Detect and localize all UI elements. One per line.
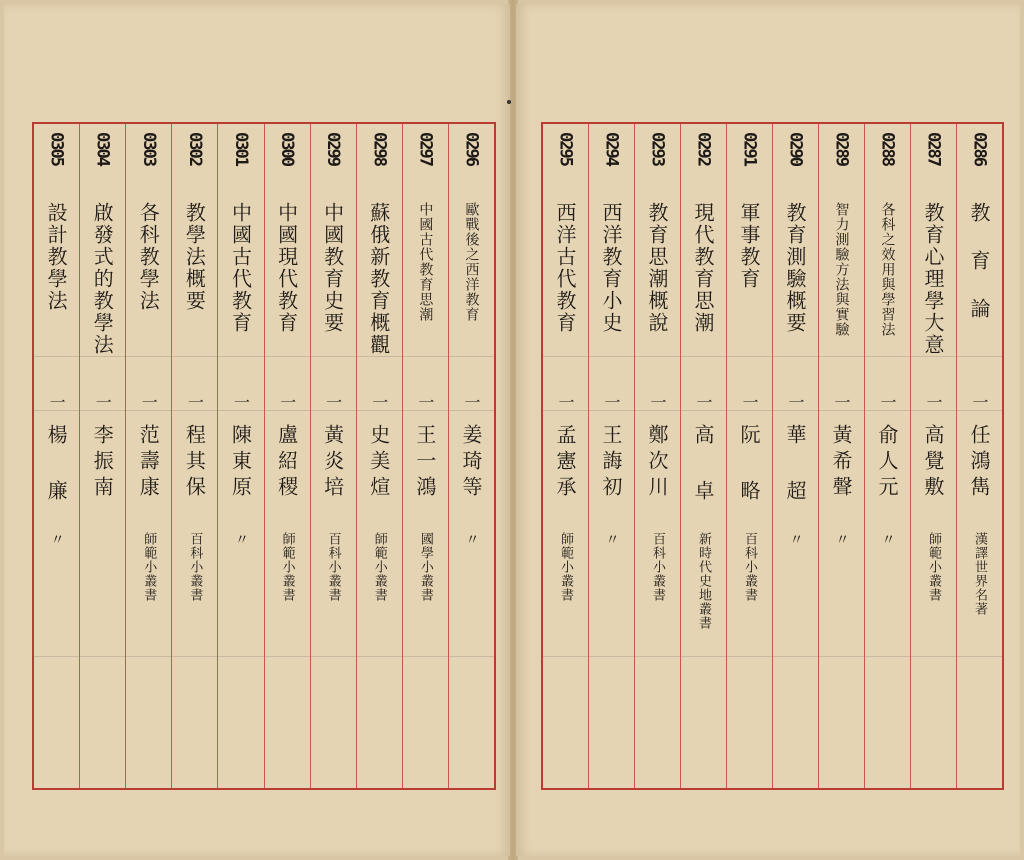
entry-dash: 一 [369, 394, 389, 410]
entry-number: 0295 [555, 132, 576, 165]
entry-number: 0292 [693, 132, 714, 165]
ruled-line [126, 656, 171, 657]
entry-author: 史美煊 [366, 424, 391, 502]
entry-title: 中國古代教育思潮 [417, 202, 434, 322]
entry-dash: 一 [924, 394, 943, 410]
entry-author: 華 超 [783, 424, 807, 506]
entry-series: 百科小叢書 [650, 532, 665, 602]
entry-series: 〃 [463, 532, 480, 547]
ruled-line [265, 656, 310, 657]
entry-series: 〃 [879, 532, 896, 547]
entry-author: 范壽康 [136, 424, 161, 502]
entry-title: 西洋古代教育 [553, 202, 577, 334]
entry-dash: 一 [139, 394, 159, 410]
entry-title: 歐戰後之西洋教育 [463, 202, 480, 322]
entry-title: 設計教學法 [44, 202, 69, 312]
entry-dash: 一 [461, 394, 481, 410]
entry-author: 黃希聲 [829, 424, 853, 502]
ruled-line [681, 656, 726, 657]
catalog-entry [402, 124, 448, 788]
ruled-line [543, 656, 588, 657]
entry-title: 中國古代教育 [228, 202, 253, 334]
entry-author: 李振南 [90, 424, 115, 502]
right-catalog-grid [541, 122, 1004, 790]
entry-title: 西洋教育小史 [599, 202, 623, 334]
entry-series: 師範小叢書 [926, 532, 941, 602]
entry-author: 孟憲承 [553, 424, 577, 502]
entry-title: 中國教育史要 [320, 202, 345, 334]
ruled-line [357, 656, 402, 657]
ruled-line [34, 656, 79, 657]
entry-number: 0289 [831, 132, 852, 165]
entry-author: 高 卓 [691, 424, 715, 506]
catalog-entry [310, 124, 356, 788]
entry-series: 〃 [787, 532, 804, 547]
catalog-entry [680, 124, 726, 788]
ruled-line [865, 656, 910, 657]
catalog-entry [818, 124, 864, 788]
entry-title: 各科教學法 [136, 202, 161, 312]
entry-dash: 一 [786, 394, 805, 410]
ruled-line [80, 656, 125, 657]
entry-author: 黃炎培 [320, 424, 345, 502]
catalog-entry [543, 124, 588, 788]
entry-series: 師範小叢書 [141, 532, 157, 602]
left-catalog-grid [32, 122, 496, 790]
ruled-line [449, 656, 494, 657]
entry-dash: 一 [47, 394, 67, 410]
ruled-line [218, 656, 263, 657]
entry-number: 0298 [369, 132, 390, 165]
entry-number: 0299 [323, 132, 344, 165]
entry-title: 軍事教育 [737, 202, 761, 290]
entry-dash: 一 [323, 394, 343, 410]
entry-number: 0297 [415, 132, 436, 165]
entry-dash: 一 [185, 394, 205, 410]
entry-author: 俞人元 [875, 424, 899, 502]
entry-dash: 一 [740, 394, 759, 410]
entry-number: 0305 [46, 132, 67, 165]
entry-dash: 一 [277, 394, 297, 410]
catalog-entry [864, 124, 910, 788]
ruled-line [957, 656, 1002, 657]
ruled-line [172, 656, 217, 657]
entry-series: 〃 [603, 532, 620, 547]
entry-series: 師範小叢書 [558, 532, 573, 602]
entry-series: 師範小叢書 [371, 532, 387, 602]
entry-title: 教育思潮概說 [645, 202, 669, 334]
entry-title: 各科之效用與學習法 [879, 202, 896, 337]
entry-dash: 一 [648, 394, 667, 410]
entry-title: 啟發式的教學法 [90, 202, 115, 356]
entry-author: 鄭次川 [645, 424, 669, 502]
entry-author: 陳東原 [228, 424, 253, 502]
entry-series: 新時代史地叢書 [696, 532, 711, 630]
catalog-entry [910, 124, 956, 788]
entry-number: 0287 [923, 132, 944, 165]
catalog-entry [217, 124, 263, 788]
catalog-entry [588, 124, 634, 788]
entry-dash: 一 [602, 394, 621, 410]
catalog-entry [125, 124, 171, 788]
entry-series: 〃 [232, 532, 249, 547]
entry-author: 阮 略 [737, 424, 761, 506]
entry-author: 王誨初 [599, 424, 623, 502]
entry-number: 0296 [461, 132, 482, 165]
entry-number: 0286 [969, 132, 990, 165]
catalog-entry [772, 124, 818, 788]
entry-dash: 一 [231, 394, 251, 410]
entry-number: 0302 [184, 132, 205, 165]
ruled-line [589, 656, 634, 657]
entry-author: 盧紹稷 [274, 424, 299, 502]
entry-number: 0291 [739, 132, 760, 165]
entry-series: 國學小叢書 [417, 532, 433, 602]
entry-dash: 一 [878, 394, 897, 410]
catalog-entry [634, 124, 680, 788]
entry-series: 漢譯世界名著 [972, 532, 987, 616]
entry-series: 〃 [48, 532, 65, 547]
ruled-line [727, 656, 772, 657]
entry-dash: 一 [694, 394, 713, 410]
entry-dash: 一 [970, 394, 989, 410]
entry-series: 百科小叢書 [325, 532, 341, 602]
catalog-entry [726, 124, 772, 788]
entry-author: 程其保 [182, 424, 207, 502]
entry-dash: 一 [556, 394, 575, 410]
catalog-entry [356, 124, 402, 788]
ruled-line [819, 656, 864, 657]
entry-author: 任鴻雋 [967, 424, 991, 502]
entry-title: 教育測驗概要 [783, 202, 807, 334]
entry-series: 師範小叢書 [279, 532, 295, 602]
ruled-line [403, 656, 448, 657]
ruled-line [773, 656, 818, 657]
entry-dash: 一 [93, 394, 113, 410]
entry-number: 0293 [647, 132, 668, 165]
catalog-entry [34, 124, 79, 788]
entry-series [80, 532, 125, 656]
entry-title: 中國現代教育 [274, 202, 299, 334]
entry-title: 教 育 論 [967, 202, 991, 320]
ruled-line [635, 656, 680, 657]
entry-author: 楊 廉 [44, 424, 69, 506]
catalog-entry [448, 124, 494, 788]
ink-dot [507, 100, 511, 104]
catalog-entry [79, 124, 125, 788]
catalog-entry [171, 124, 217, 788]
entry-number: 0303 [138, 132, 159, 165]
ruled-line [311, 656, 356, 657]
entry-title: 蘇俄新教育概觀 [366, 202, 391, 356]
catalog-entry [264, 124, 310, 788]
ruled-line [911, 656, 956, 657]
entry-author: 王一鴻 [412, 424, 437, 502]
entry-dash: 一 [832, 394, 851, 410]
entry-author: 姜琦等 [458, 424, 483, 502]
entry-dash: 一 [415, 394, 435, 410]
entry-number: 0300 [277, 132, 298, 165]
entry-series: 百科小叢書 [742, 532, 757, 602]
entry-title: 教育心理學大意 [921, 202, 945, 356]
entry-series: 百科小叢書 [187, 532, 203, 602]
entry-number: 0304 [92, 132, 113, 165]
entry-author: 高覺敷 [921, 424, 945, 502]
entry-number: 0294 [601, 132, 622, 165]
entry-number: 0288 [877, 132, 898, 165]
catalog-entry [956, 124, 1002, 788]
entry-title: 現代教育思潮 [691, 202, 715, 334]
entry-number: 0290 [785, 132, 806, 165]
entry-title: 教學法概要 [182, 202, 207, 312]
entry-title: 智力測驗方法與實驗 [833, 202, 850, 337]
entry-number: 0301 [230, 132, 251, 165]
entry-series: 〃 [833, 532, 850, 547]
